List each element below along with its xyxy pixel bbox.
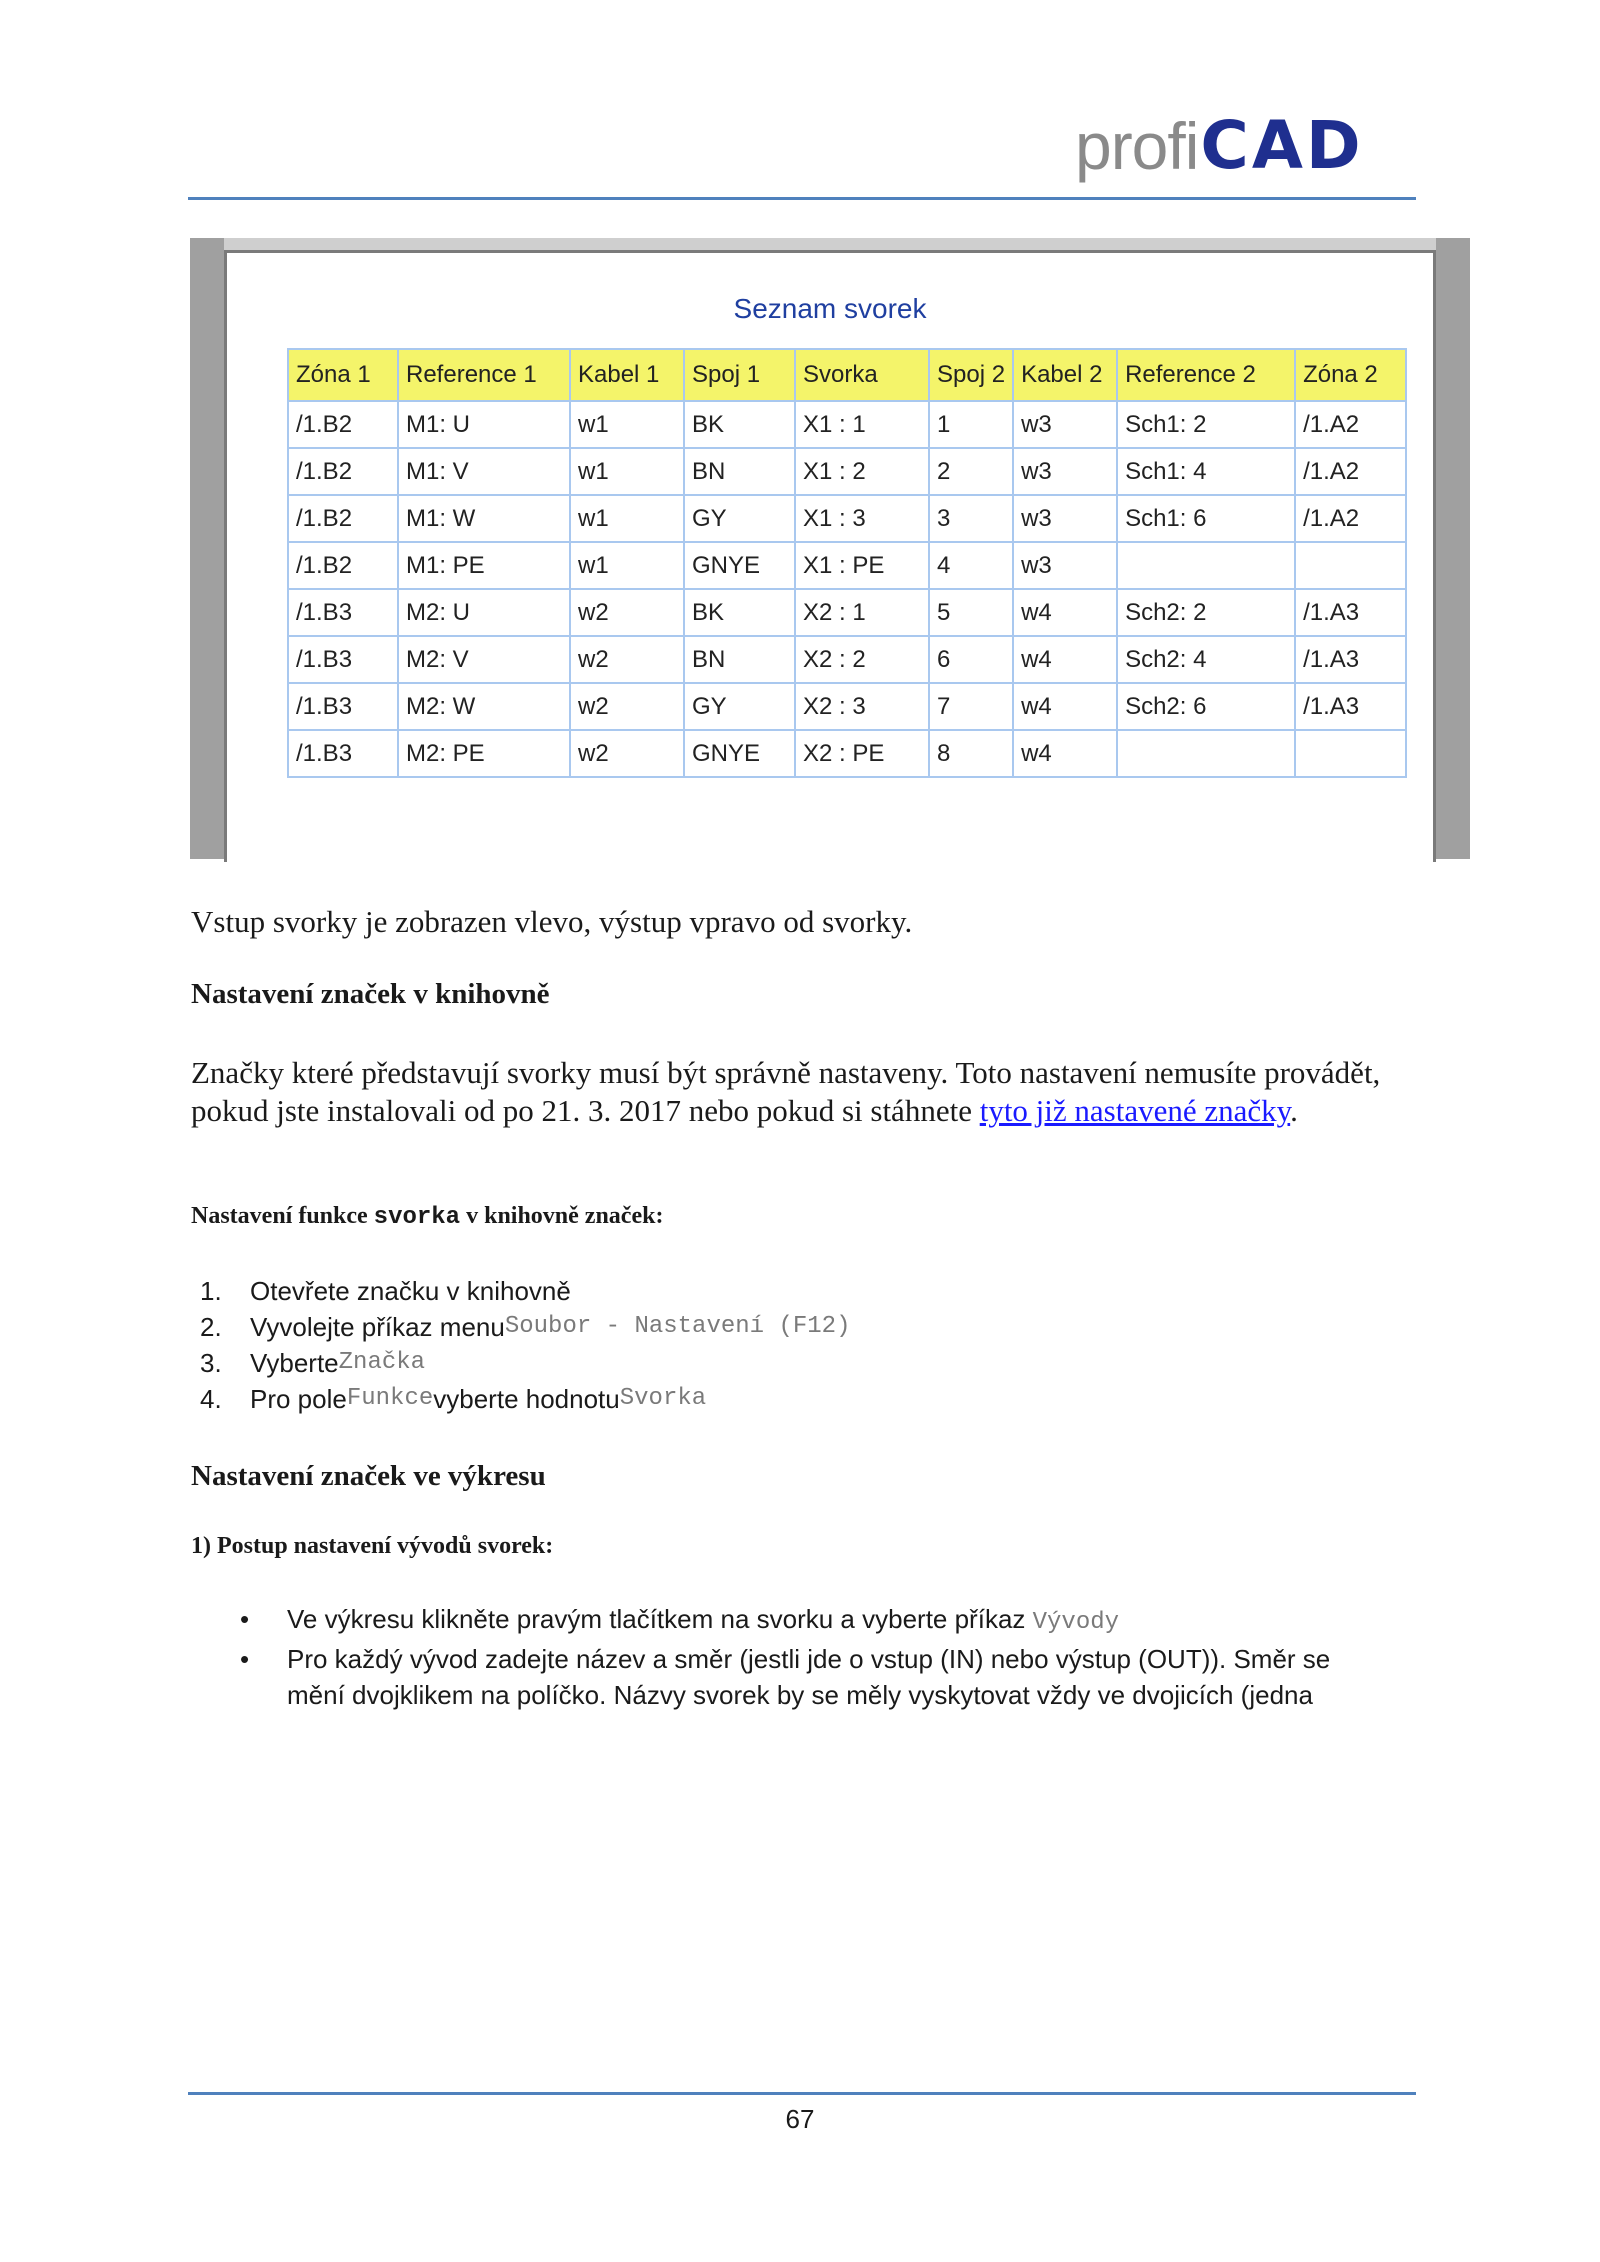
table-cell: Sch1: 4 (1117, 448, 1295, 495)
table-cell: w1 (570, 448, 684, 495)
table-cell: M2: PE (398, 730, 570, 777)
table-cell: 2 (929, 448, 1013, 495)
table-cell: M1: W (398, 495, 570, 542)
step-text: Pro pole (250, 1384, 347, 1414)
table-cell: M1: PE (398, 542, 570, 589)
list-item (200, 1273, 850, 1309)
table-cell: w2 (570, 683, 684, 730)
table-cell: GY (684, 495, 795, 542)
table-cell: 3 (929, 495, 1013, 542)
table-cell: w2 (570, 636, 684, 683)
table-cell: w3 (1013, 448, 1117, 495)
table-cell: M1: U (398, 401, 570, 448)
subheading-text: Nastavení funkce (191, 1203, 374, 1229)
table-cell: 1 (929, 401, 1013, 448)
table-cell: w4 (1013, 636, 1117, 683)
table-cell: w2 (570, 589, 684, 636)
table-cell: 4 (929, 542, 1013, 589)
list-item (200, 1309, 850, 1345)
column-header: Reference 1 (398, 349, 570, 401)
table-cell: w1 (570, 542, 684, 589)
logo-text-cad: CAD (1200, 107, 1364, 184)
table-cell: w3 (1013, 542, 1117, 589)
table-cell: 5 (929, 589, 1013, 636)
subheading-code: svorka (373, 1204, 461, 1231)
bullet-code: Vývody (1032, 1609, 1120, 1636)
table-row (288, 542, 1406, 589)
table-cell: /1.A2 (1295, 401, 1406, 448)
table-cell: /1.B3 (288, 636, 398, 683)
step-code: Svorka (619, 1385, 707, 1412)
table-cell: X2 : 3 (795, 683, 929, 730)
column-header: Svorka (795, 349, 929, 401)
bullet-content (287, 1601, 1119, 1641)
table-cell: /1.B3 (288, 683, 398, 730)
step-number: 2. (200, 1312, 222, 1342)
step-number: 1. (200, 1276, 222, 1306)
table-row (288, 683, 1406, 730)
table-cell: X1 : 1 (795, 401, 929, 448)
table-cell (1295, 730, 1406, 777)
table-cell: w4 (1013, 589, 1117, 636)
table-row (288, 401, 1406, 448)
table-cell: X2 : PE (795, 730, 929, 777)
table-cell: GNYE (684, 542, 795, 589)
bullet-icon: • (240, 1604, 250, 1634)
step-text: Otevřete značku v knihovně (250, 1276, 571, 1306)
column-header: Spoj 2 (929, 349, 1013, 401)
subheading-function-setting (191, 1203, 1391, 1231)
header-rule (188, 197, 1416, 200)
table-row (288, 589, 1406, 636)
column-header: Kabel 1 (570, 349, 684, 401)
column-header: Kabel 2 (1013, 349, 1117, 401)
table-cell: /1.B2 (288, 401, 398, 448)
table-row (288, 495, 1406, 542)
table-cell: X2 : 1 (795, 589, 929, 636)
table-cell: w3 (1013, 495, 1117, 542)
table-cell: /1.A2 (1295, 495, 1406, 542)
table-cell: X1 : 3 (795, 495, 929, 542)
table-cell: w4 (1013, 730, 1117, 777)
table-cell: Sch2: 4 (1117, 636, 1295, 683)
table-cell: Sch1: 2 (1117, 401, 1295, 448)
step-code: Značka (338, 1349, 426, 1376)
step-number: 3. (200, 1348, 222, 1378)
bullet-content (287, 1641, 1370, 1713)
paragraph-end: . (1290, 1093, 1298, 1128)
table-cell: /1.A2 (1295, 448, 1406, 495)
step-text: Vyvolejte příkaz menu (250, 1312, 505, 1342)
footer-rule (188, 2092, 1416, 2095)
table-cell: w3 (1013, 401, 1117, 448)
paragraph-terminal-io: Vstup svorky je zobrazen vlevo, výstup vpravo od svorky. (191, 904, 913, 939)
bullet-text: Pro každý vývod zadejte název a směr (jestli jde o vstup (IN) nebo výstup (OUT)). Směr se mění dvojklikem na políčko. Názvy svorek by se měly vyskytovat vždy ve dvojicích (jedna (287, 1644, 1331, 1710)
heading-drawing-settings: Nastavení značek ve výkresu (191, 1460, 546, 1492)
column-header: Spoj 1 (684, 349, 795, 401)
table-cell: X1 : 2 (795, 448, 929, 495)
table-cell (1117, 730, 1295, 777)
table-cell: w1 (570, 495, 684, 542)
table-cell: X2 : 2 (795, 636, 929, 683)
table-row (288, 448, 1406, 495)
column-header: Zóna 1 (288, 349, 398, 401)
step-number: 4. (200, 1384, 222, 1414)
table-cell: BK (684, 401, 795, 448)
bullet-text: Ve výkresu klikněte pravým tlačítkem na svorku a vyberte příkaz (287, 1604, 1033, 1634)
table-cell: GY (684, 683, 795, 730)
table-row (288, 730, 1406, 777)
terminal-list-screenshot (190, 238, 1470, 859)
list-item (200, 1345, 850, 1381)
table-cell: GNYE (684, 730, 795, 777)
step-text: vyberte hodnotu (433, 1384, 620, 1414)
table-cell: Sch2: 6 (1117, 683, 1295, 730)
table-cell: Sch2: 2 (1117, 589, 1295, 636)
table-cell: w2 (570, 730, 684, 777)
paragraph-text: Značky které představují svorky musí být správně nastaveny. Toto nastavení nemusíte provádět, pokud jste instalovali od po 21. 3. 2017 nebo pokud si stáhnete (191, 1055, 1381, 1128)
subheading-text-end: v knihovně značek: (460, 1203, 664, 1229)
table-cell: M2: W (398, 683, 570, 730)
table-cell: w4 (1013, 683, 1117, 730)
column-header: Zóna 2 (1295, 349, 1406, 401)
steps-list (200, 1273, 850, 1417)
table-cell: /1.A3 (1295, 589, 1406, 636)
terminal-table (287, 348, 1407, 778)
report-title: Seznam svorek (733, 293, 927, 324)
table-cell: w1 (570, 401, 684, 448)
page-number: 67 (785, 2104, 815, 2134)
report-page (224, 250, 1436, 862)
list-item (200, 1381, 850, 1417)
preset-symbols-link[interactable]: tyto již nastavené značky (979, 1093, 1291, 1128)
heading-library-settings: Nastavení značek v knihovně (191, 978, 550, 1010)
table-cell: 7 (929, 683, 1013, 730)
table-cell: /1.A3 (1295, 636, 1406, 683)
proficad-logo (1075, 108, 1364, 184)
bullet-list (240, 1601, 1370, 1713)
table-cell: X1 : PE (795, 542, 929, 589)
table-cell: BN (684, 636, 795, 683)
paragraph-symbol-settings (191, 1054, 1401, 1130)
table-cell: /1.A3 (1295, 683, 1406, 730)
subheading-pin-setup: 1) Postup nastavení vývodů svorek: (191, 1533, 554, 1559)
table-cell: M2: U (398, 589, 570, 636)
table-row (288, 636, 1406, 683)
table-cell: /1.B3 (288, 589, 398, 636)
logo-text-profi: profi (1075, 109, 1199, 183)
table-cell: /1.B2 (288, 542, 398, 589)
table-cell: /1.B2 (288, 495, 398, 542)
table-cell: BK (684, 589, 795, 636)
table-cell: 6 (929, 636, 1013, 683)
table-cell: BN (684, 448, 795, 495)
table-cell: 8 (929, 730, 1013, 777)
table-cell (1295, 542, 1406, 589)
table-cell: M2: V (398, 636, 570, 683)
table-header-row (288, 349, 1406, 401)
table-body (288, 401, 1406, 777)
table-cell: /1.B2 (288, 448, 398, 495)
screenshot-frame-right (1436, 238, 1470, 859)
table-cell: M1: V (398, 448, 570, 495)
table-cell (1117, 542, 1295, 589)
step-text: Vyberte (250, 1348, 339, 1378)
bullet-icon: • (240, 1644, 250, 1674)
list-item (240, 1641, 1370, 1713)
step-code: Soubor - Nastavení (F12) (504, 1313, 851, 1340)
list-item (240, 1601, 1370, 1641)
table-cell: /1.B3 (288, 730, 398, 777)
screenshot-frame-left (190, 238, 224, 859)
column-header: Reference 2 (1117, 349, 1295, 401)
table-cell: Sch1: 6 (1117, 495, 1295, 542)
step-code: Funkce (346, 1385, 434, 1412)
